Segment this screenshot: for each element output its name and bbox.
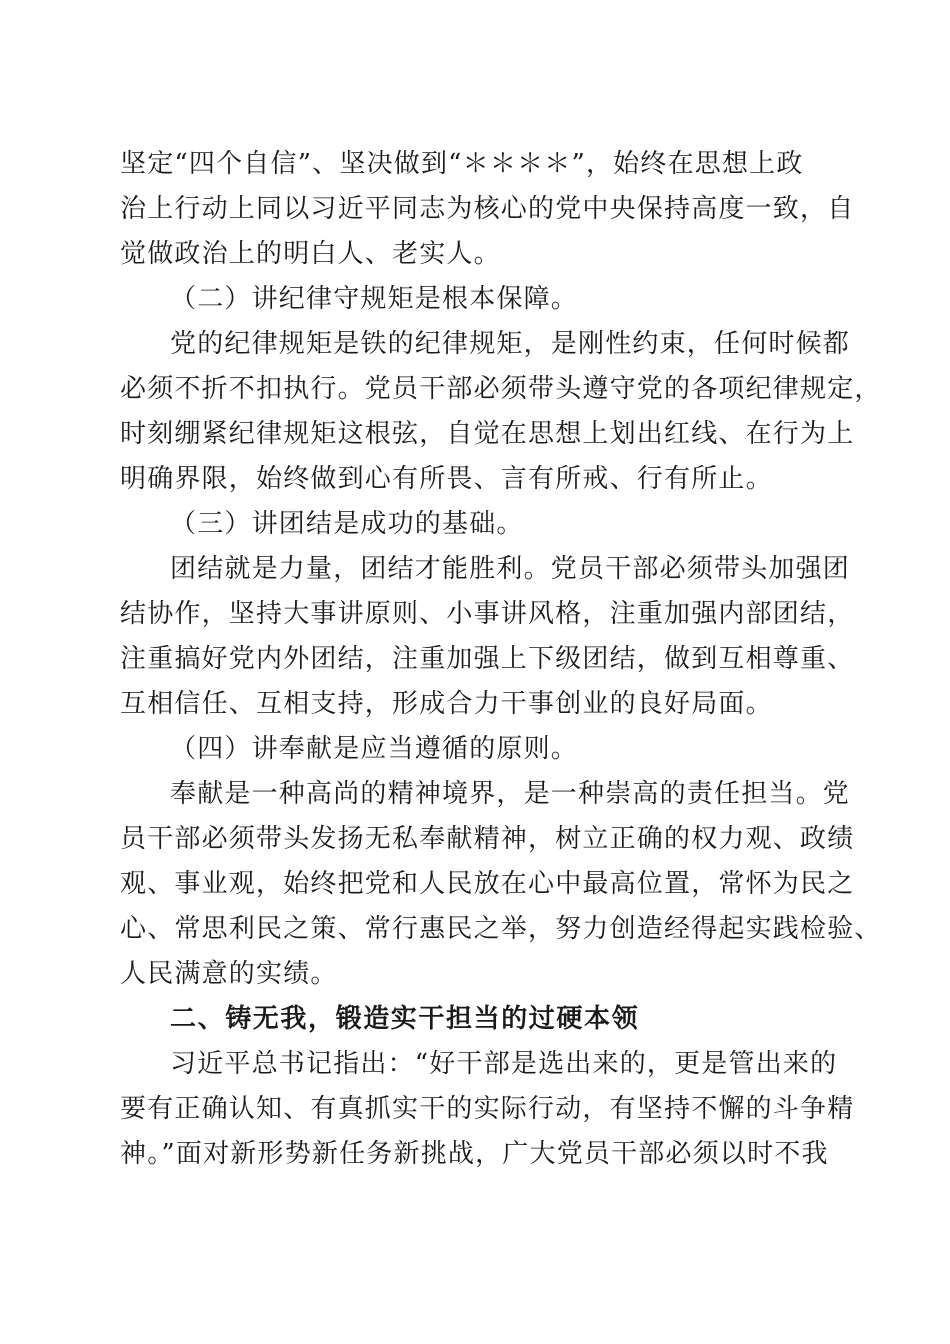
body-text-line: 时刻绷紧纪律规矩这根弦，自觉在思想上划出红线、在行为上 bbox=[120, 419, 855, 449]
subsection-heading: （三）讲团结是成功的基础。 bbox=[170, 509, 524, 539]
body-text-line: 注重搞好党内外团结，注重加强上下级团结，做到互相尊重、 bbox=[120, 644, 855, 674]
body-text-line: 互相信任、互相支持，形成合力干事创业的良好局面。 bbox=[120, 689, 773, 719]
body-text-line: 观、事业观，始终把党和人民放在心中最高位置，常怀为民之 bbox=[120, 869, 855, 899]
body-text-line: 神。”面对新形势新任务新挑战，广大党员干部必须以时不我 bbox=[120, 1139, 829, 1169]
body-text-line: 人民满意的实绩。 bbox=[120, 959, 338, 989]
body-text-line: 团结就是力量，团结才能胜利。党员干部必须带头加强团 bbox=[170, 554, 851, 584]
subsection-heading: （二）讲纪律守规矩是根本保障。 bbox=[170, 284, 579, 314]
body-text-line: 觉做政治上的明白人、老实人。 bbox=[120, 239, 501, 269]
body-text-line: 奉献是一种高尚的精神境界，是一种崇高的责任担当。党 bbox=[170, 779, 851, 809]
body-text-line: 心、常思利民之策、常行惠民之举，努力创造经得起实践检验、 bbox=[120, 914, 882, 944]
body-text-line: 员干部必须带头发扬无私奉献精神，树立正确的权力观、政绩 bbox=[120, 824, 855, 854]
body-text-line: 党的纪律规矩是铁的纪律规矩，是刚性约束，任何时候都 bbox=[170, 329, 851, 359]
body-text-line: 习近平总书记指出：“好干部是选出来的，更是管出来的 bbox=[170, 1049, 838, 1079]
body-text-line: 必须不折不扣执行。党员干部必须带头遵守党的各项纪律规定， bbox=[120, 374, 882, 404]
section-heading: 二、铸无我，锻造实干担当的过硬本领 bbox=[170, 1004, 640, 1034]
body-text-line: 要有正确认知、有真抓实干的实际行动，有坚持不懈的斗争精 bbox=[120, 1094, 855, 1124]
body-text-line: 明确界限，始终做到心有所畏、言有所戒、行有所止。 bbox=[120, 464, 773, 494]
body-text-line: 结协作，坚持大事讲原则、小事讲风格，注重加强内部团结， bbox=[120, 599, 855, 629]
body-text-line: 坚定“四个自信”、坚决做到“＊＊＊＊”，始终在思想上政 bbox=[120, 149, 804, 179]
body-text-line: 治上行动上同以习近平同志为核心的党中央保持高度一致，自 bbox=[120, 194, 855, 224]
subsection-heading: （四）讲奉献是应当遵循的原则。 bbox=[170, 734, 579, 764]
